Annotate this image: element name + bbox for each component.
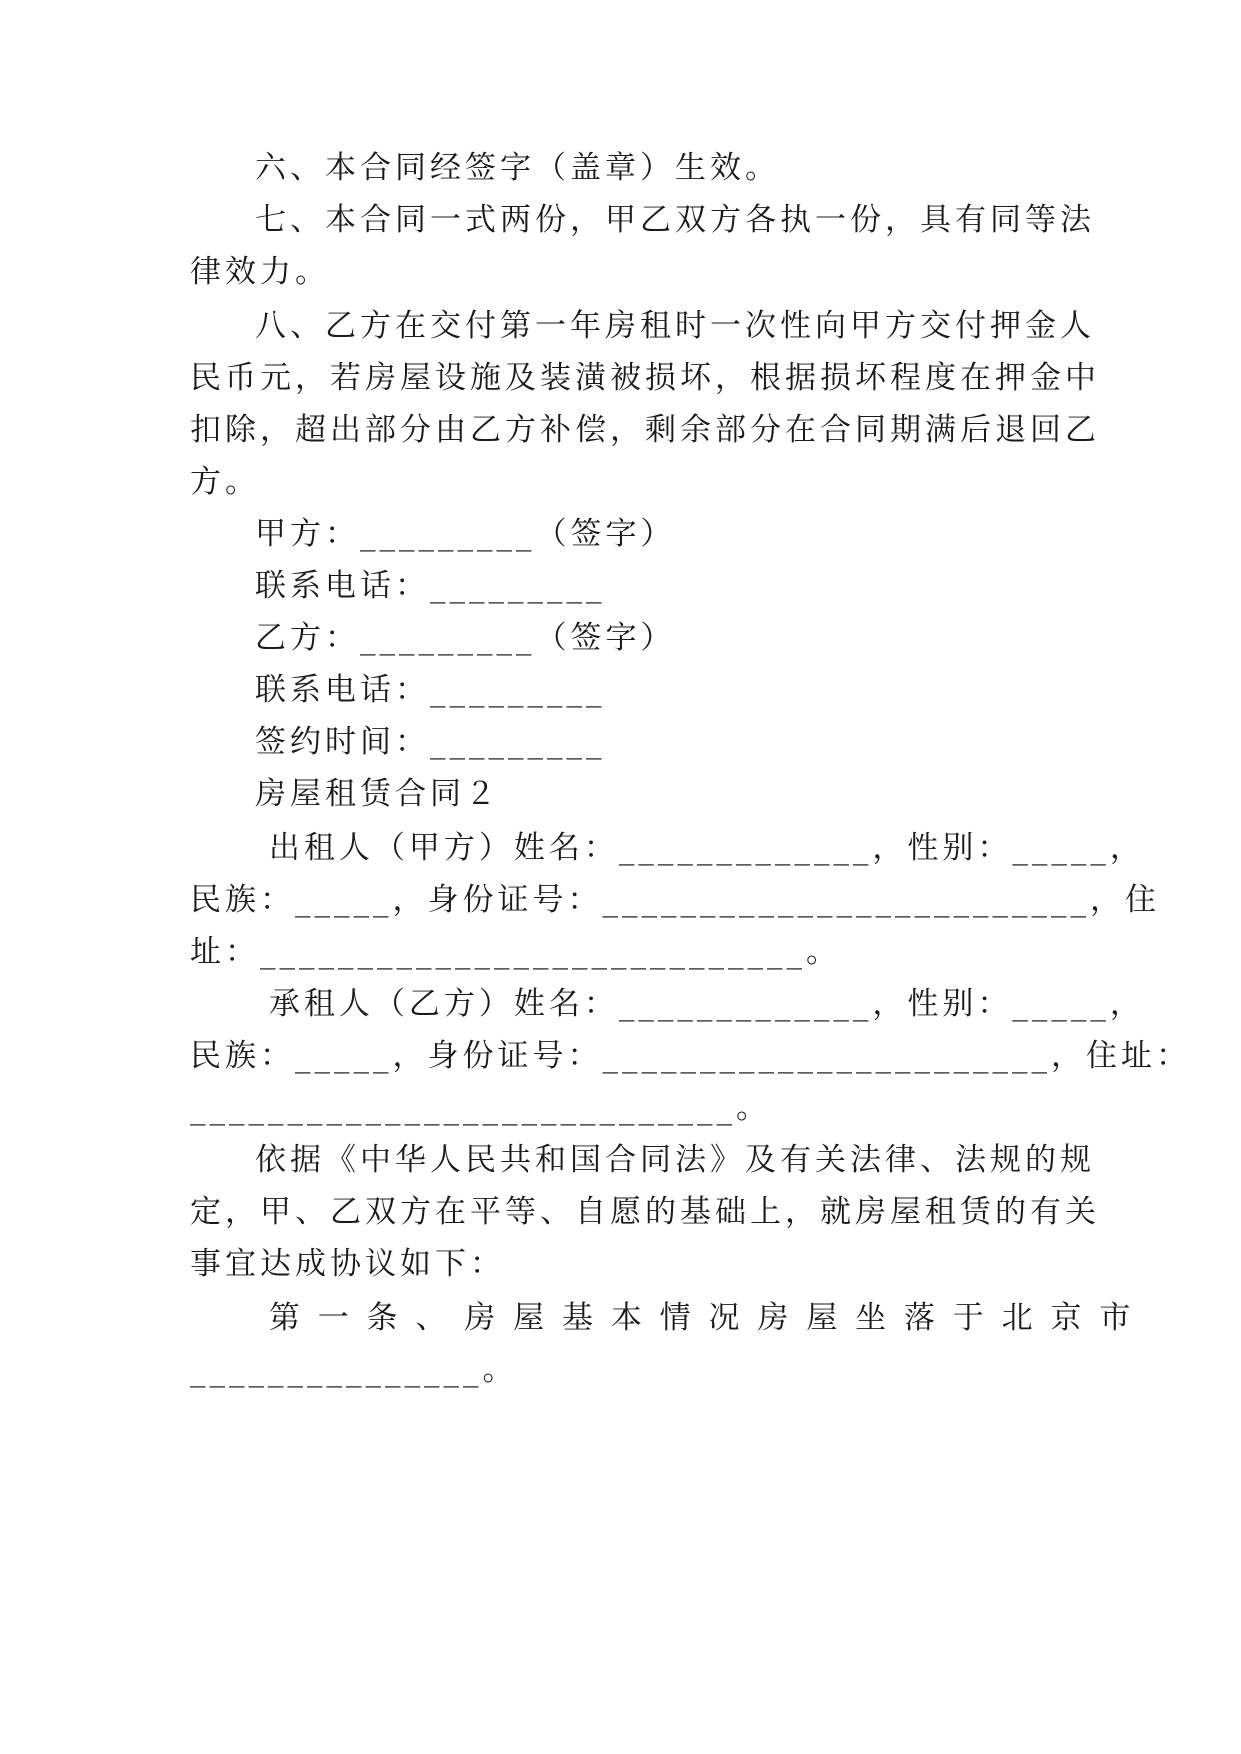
basis-line-2: 定，甲、乙双方在平等、自愿的基础上，就房屋租赁的有关	[190, 1194, 1100, 1230]
lessor-line-3: 址：____________________________。	[190, 934, 841, 970]
signing-date: 签约时间：_________	[255, 724, 606, 760]
clause-8-line-3: 扣除，超出部分由乙方补偿，剩余部分在合同期满后退回乙	[190, 412, 1100, 448]
party-b-phone: 联系电话：_________	[255, 672, 606, 708]
lessee-line-3: ____________________________。	[190, 1090, 771, 1126]
lessor-line-2: 民族：_____，身份证号：_________________________，住	[190, 882, 1160, 918]
clause-7-line-2: 律效力。	[190, 254, 330, 290]
clause-8-line-1: 八、乙方在交付第一年房租时一次性向甲方交付押金人	[255, 308, 1095, 344]
clause-6: 六、本合同经签字（盖章）生效。	[255, 150, 780, 186]
basis-line-3: 事宜达成协议如下：	[190, 1246, 505, 1282]
basis-line-1: 依据《中华人民共和国合同法》及有关法律、法规的规	[255, 1142, 1095, 1178]
party-b-signature: 乙方：_________（签字）	[255, 620, 676, 656]
article-1-line-2: _______________。	[190, 1352, 518, 1388]
article-1-line-1: 第 一 条 、 房 屋 基 本 情 况 房 屋 坐 落 于 北 京 市	[255, 1300, 1135, 1336]
party-a-signature: 甲方：_________（签字）	[255, 516, 676, 552]
lessee-line-1: 承租人（乙方）姓名：_____________，性别：_____，	[255, 986, 1145, 1022]
lessor-line-1: 出租人（甲方）姓名：_____________，性别：_____，	[255, 830, 1145, 866]
lessee-line-2: 民族：_____，身份证号：_______________________，住址：	[190, 1038, 1191, 1074]
clause-8-line-2: 民币元，若房屋设施及装潢被损坏，根据损坏程度在押金中	[190, 360, 1100, 396]
clause-8-line-4: 方。	[190, 464, 260, 500]
contract-2-title: 房屋租赁合同２	[255, 776, 500, 812]
party-a-phone: 联系电话：_________	[255, 568, 606, 604]
clause-7-line-1: 七、本合同一式两份，甲乙双方各执一份，具有同等法	[255, 202, 1095, 238]
